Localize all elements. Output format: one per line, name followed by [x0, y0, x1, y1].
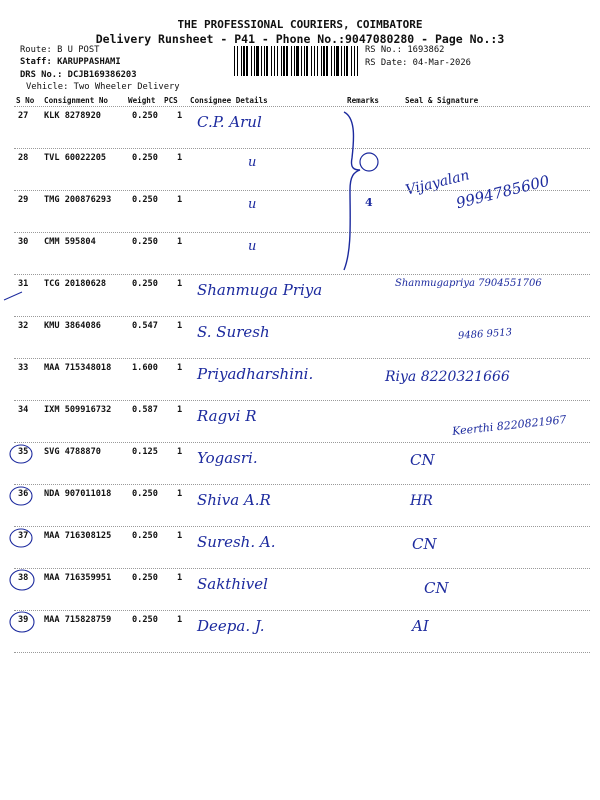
barcode-bar	[344, 46, 345, 76]
barcode-bar	[264, 46, 265, 76]
route-label: Route: B U POST	[20, 45, 100, 55]
row-consignee-name: Sakthivel	[197, 575, 268, 593]
barcode-bar	[251, 46, 252, 76]
barcode-bar	[321, 46, 322, 76]
row-consignment-no: IXM 509916732	[44, 405, 112, 415]
row-weight: 0.547	[132, 321, 158, 331]
row-consignee-name: Priyadharshini.	[197, 365, 314, 383]
row-consignee-name: Deepa. J.	[197, 617, 265, 635]
barcode-bar	[294, 46, 295, 76]
row-pcs: 1	[177, 531, 183, 541]
col-weight: Weight	[128, 96, 156, 105]
row-seal-signature: HR	[410, 493, 433, 509]
row-weight: 0.250	[132, 489, 158, 499]
row-sno: 35	[18, 447, 29, 457]
row-consignee-name: Shanmuga Priya	[197, 281, 323, 299]
row-pcs: 1	[177, 153, 183, 163]
row-weight: 0.250	[132, 615, 158, 625]
barcode	[234, 46, 360, 76]
col-seal: Seal & Signature	[405, 96, 479, 105]
row-seal-signature: Shanmugapriya 7904551706	[395, 278, 542, 289]
row-seal-signature: Vijayalan	[404, 167, 472, 199]
row-sno: 33	[18, 363, 29, 373]
barcode-bar	[304, 46, 305, 76]
row-divider	[14, 610, 590, 611]
col-consignment: Consignment No	[44, 96, 109, 105]
row-sno: 30	[18, 237, 29, 247]
barcode-bar	[346, 46, 348, 76]
row-consignee-name: u	[248, 197, 257, 212]
row-seal-signature: CN	[424, 579, 449, 597]
barcode-bar	[271, 46, 272, 76]
barcode-bar	[281, 46, 282, 76]
row-weight: 0.250	[132, 195, 158, 205]
row-consignee-name: Yogasri.	[197, 449, 258, 467]
row-weight: 0.250	[132, 573, 158, 583]
barcode-bar	[323, 46, 325, 76]
page-title: THE PROFESSIONAL COURIERS, COIMBATORE	[177, 18, 423, 31]
row-consignment-no: TCG 20180628	[44, 279, 107, 289]
row-sno: 29	[18, 195, 29, 205]
row-consignment-no: MAA 716308125	[44, 531, 112, 541]
barcode-bar	[246, 46, 248, 76]
row-consignee-name: Ragvi R	[197, 407, 257, 425]
barcode-bar	[311, 46, 312, 76]
rs-date: RS Date: 04-Mar-2026	[365, 58, 471, 68]
row-consignment-no: MAA 715348018	[44, 363, 112, 373]
row-weight: 1.600	[132, 363, 158, 373]
row-pcs: 1	[177, 111, 183, 121]
row-sno: 32	[18, 321, 29, 331]
row-sno: 38	[18, 573, 29, 583]
row-weight: 0.250	[132, 237, 158, 247]
barcode-bar	[331, 46, 332, 76]
header-divider	[14, 106, 590, 107]
barcode-bar	[243, 46, 245, 76]
col-pcs: PCS	[164, 96, 178, 105]
barcode-bar	[266, 46, 268, 76]
row-weight: 0.250	[132, 279, 158, 289]
row-consignment-no: TVL 60022205	[44, 153, 107, 163]
row-seal-signature: Riya 8220321666	[385, 369, 510, 385]
row-pcs: 1	[177, 615, 183, 625]
barcode-bar	[326, 46, 328, 76]
row-pcs: 1	[177, 447, 183, 457]
barcode-bar	[301, 46, 302, 76]
row-divider	[14, 274, 590, 275]
row-sno: 27	[18, 111, 29, 121]
row-pcs: 1	[177, 237, 183, 247]
row-divider	[14, 148, 590, 149]
barcode-bar	[306, 46, 308, 76]
row-consignee-name: Shiva A.R	[197, 491, 271, 509]
barcode-bar	[317, 46, 318, 76]
row-consignee-name: Suresh. A.	[197, 533, 276, 551]
barcode-bar	[334, 46, 335, 76]
row-weight: 0.125	[132, 447, 158, 457]
row-seal-signature: AI	[412, 617, 429, 635]
barcode-bar	[336, 46, 339, 76]
barcode-bar	[254, 46, 255, 76]
barcode-bar	[296, 46, 299, 76]
row-divider	[14, 232, 590, 233]
col-consignee: Consignee Details	[190, 96, 268, 105]
drs-number: DRS No.: DCJB169386203	[20, 70, 137, 80]
row-weight: 0.587	[132, 405, 158, 415]
row-consignment-no: SVG 4788870	[44, 447, 101, 457]
row-consignee-name: u	[248, 239, 257, 254]
row-sno: 28	[18, 153, 29, 163]
barcode-bar	[283, 46, 285, 76]
row-divider	[14, 568, 590, 569]
barcode-bar	[241, 46, 242, 76]
row-seal-signature: CN	[412, 535, 437, 553]
row-remarks: 4	[365, 196, 373, 209]
row-seal-signature: 9486 9513	[457, 327, 513, 342]
row-seal-signature: 9994785600	[454, 171, 552, 213]
row-divider	[14, 526, 590, 527]
row-consignment-no: CMM 595804	[44, 237, 96, 247]
row-consignment-no: KMU 3864086	[44, 321, 101, 331]
barcode-bar	[354, 46, 355, 76]
row-consignee-name: u	[248, 155, 257, 170]
barcode-bar	[351, 46, 352, 76]
barcode-bar	[256, 46, 259, 76]
runsheet-subtitle: Delivery Runsheet - P41 - Phone No.:9047080280 - Page No.:3	[95, 32, 505, 46]
barcode-bar	[341, 46, 342, 76]
row-consignment-no: NDA 907011018	[44, 489, 112, 499]
row-consignment-no: KLK 8278920	[44, 111, 101, 121]
row-divider	[14, 400, 590, 401]
barcode-bar	[314, 46, 315, 76]
row-sno: 37	[18, 531, 29, 541]
row-pcs: 1	[177, 195, 183, 205]
barcode-bar	[357, 46, 358, 76]
row-divider	[14, 316, 590, 317]
barcode-bar	[274, 46, 275, 76]
rs-number: RS No.: 1693862	[365, 45, 445, 55]
row-divider	[14, 484, 590, 485]
row-sno: 34	[18, 405, 29, 415]
row-divider	[14, 358, 590, 359]
row-consignment-no: MAA 715828759	[44, 615, 112, 625]
row-pcs: 1	[177, 489, 183, 499]
barcode-bar	[291, 46, 292, 76]
barcode-bar	[234, 46, 235, 76]
row-pcs: 1	[177, 573, 183, 583]
row-weight: 0.250	[132, 111, 158, 121]
row-weight: 0.250	[132, 531, 158, 541]
row-pcs: 1	[177, 363, 183, 373]
row-sno: 31	[18, 279, 29, 289]
row-sno: 36	[18, 489, 29, 499]
row-pcs: 1	[177, 405, 183, 415]
row-divider	[14, 652, 590, 653]
vehicle-label: Vehicle: Two Wheeler Delivery	[26, 82, 180, 92]
barcode-bar	[286, 46, 288, 76]
barcode-bar	[261, 46, 262, 76]
row-consignment-no: TMG 200876293	[44, 195, 112, 205]
row-seal-signature: CN	[410, 451, 435, 469]
row-consignment-no: MAA 716359951	[44, 573, 112, 583]
staff-label: Staff: KARUPPASHAMI	[20, 57, 121, 67]
row-pcs: 1	[177, 321, 183, 331]
row-consignee-name: S. Suresh	[197, 323, 270, 341]
barcode-bar	[277, 46, 278, 76]
row-consignee-name: C.P. Arul	[197, 113, 262, 131]
row-weight: 0.250	[132, 153, 158, 163]
row-seal-signature: Keerthi 8220821967	[451, 413, 568, 438]
barcode-bar	[237, 46, 238, 76]
col-remarks: Remarks	[347, 96, 380, 105]
row-pcs: 1	[177, 279, 183, 289]
row-divider	[14, 442, 590, 443]
row-sno: 39	[18, 615, 29, 625]
col-sno: S No	[16, 96, 35, 105]
